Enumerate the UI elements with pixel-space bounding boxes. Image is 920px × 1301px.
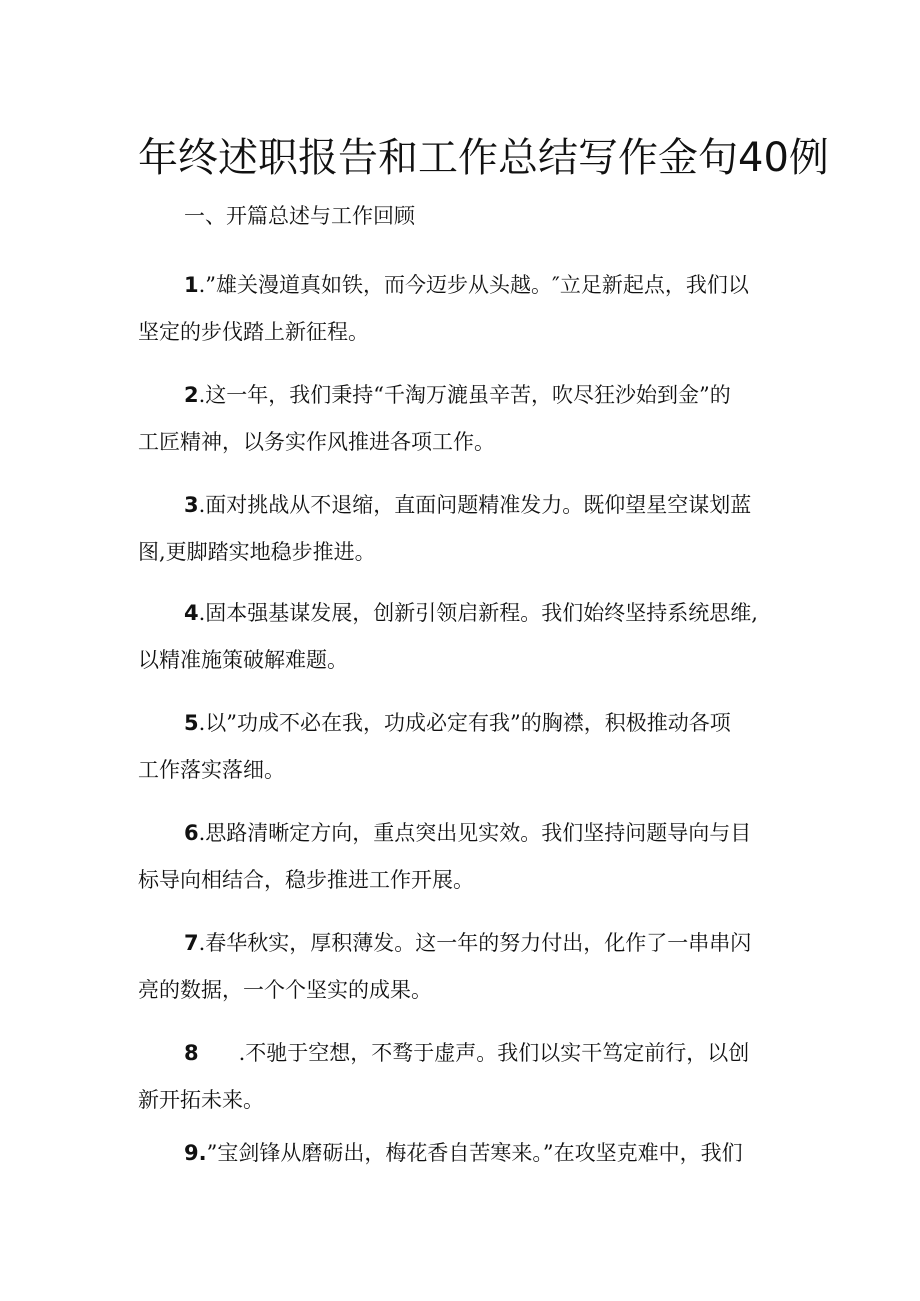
item-text-line: 以精准施策破解难题。	[138, 648, 348, 672]
item-text-line: 新开拓未来。	[138, 1088, 264, 1112]
item-text-line: .固本强基谋发展，创新引领启新程。我们始终坚持系统思维,	[198, 601, 758, 625]
item-number: 6	[184, 821, 199, 845]
list-item	[138, 1030, 788, 1124]
item-text-line: .以”功成不必在我，功成必定有我”的胸襟，积极推动各项	[198, 711, 731, 735]
item-text-line: .这一年，我们秉持“千淘万漉虽辛苦，吹尽狂沙始到金”的	[198, 383, 731, 407]
section-heading: 一、开篇总述与工作回顾	[184, 204, 415, 228]
list-item	[138, 262, 788, 356]
list-item	[138, 482, 788, 576]
item-text-line: 工匠精神，以务实作风推进各项工作。	[138, 430, 495, 454]
list-item	[138, 590, 788, 684]
list-item	[138, 1130, 788, 1177]
item-text-line: .思路清晰定方向，重点突出见实效。我们坚持问题导向与目	[198, 821, 752, 845]
item-text-line: .春华秋实，厚积薄发。这一年的努力付出，化作了一串串闪	[198, 931, 752, 955]
item-number: 4	[184, 601, 199, 625]
item-text-line: .”雄关漫道真如铁，而今迈步从头越。″立足新起点，我们以	[198, 273, 749, 297]
item-number: 1	[184, 273, 199, 297]
list-item	[138, 700, 788, 794]
list-item	[138, 810, 788, 904]
item-number: 5	[184, 711, 199, 735]
list-item	[138, 372, 788, 466]
item-text-line: 坚定的步伐踏上新征程。	[138, 320, 369, 344]
item-text-line: 图,更脚踏实地稳步推进。	[138, 540, 376, 564]
item-text-line: ”宝剑锋从磨砺出，梅花香自苦寒来。”在攻坚克难中，我们	[206, 1141, 743, 1165]
item-number: 2	[184, 383, 199, 407]
list-item	[138, 920, 788, 1014]
item-text-line: 标导向相结合，稳步推进工作开展。	[138, 868, 474, 892]
item-text-line: .不驰于空想，不骛于虚声。我们以实干笃定前行，以创	[238, 1041, 750, 1065]
item-number: 3	[184, 493, 199, 517]
item-text-line: 亮的数据，一个个坚实的成果。	[138, 978, 432, 1002]
item-number: 8	[184, 1041, 199, 1065]
item-number: 7	[184, 931, 199, 955]
item-text-line: 工作落实落细。	[138, 758, 285, 782]
document-title: 年终述职报告和工作总结写作金句40例	[138, 135, 829, 181]
item-text-line: .面对挑战从不退缩，直面问题精准发力。既仰望星空谋划蓝	[198, 493, 752, 517]
item-number: 9.	[184, 1141, 207, 1165]
